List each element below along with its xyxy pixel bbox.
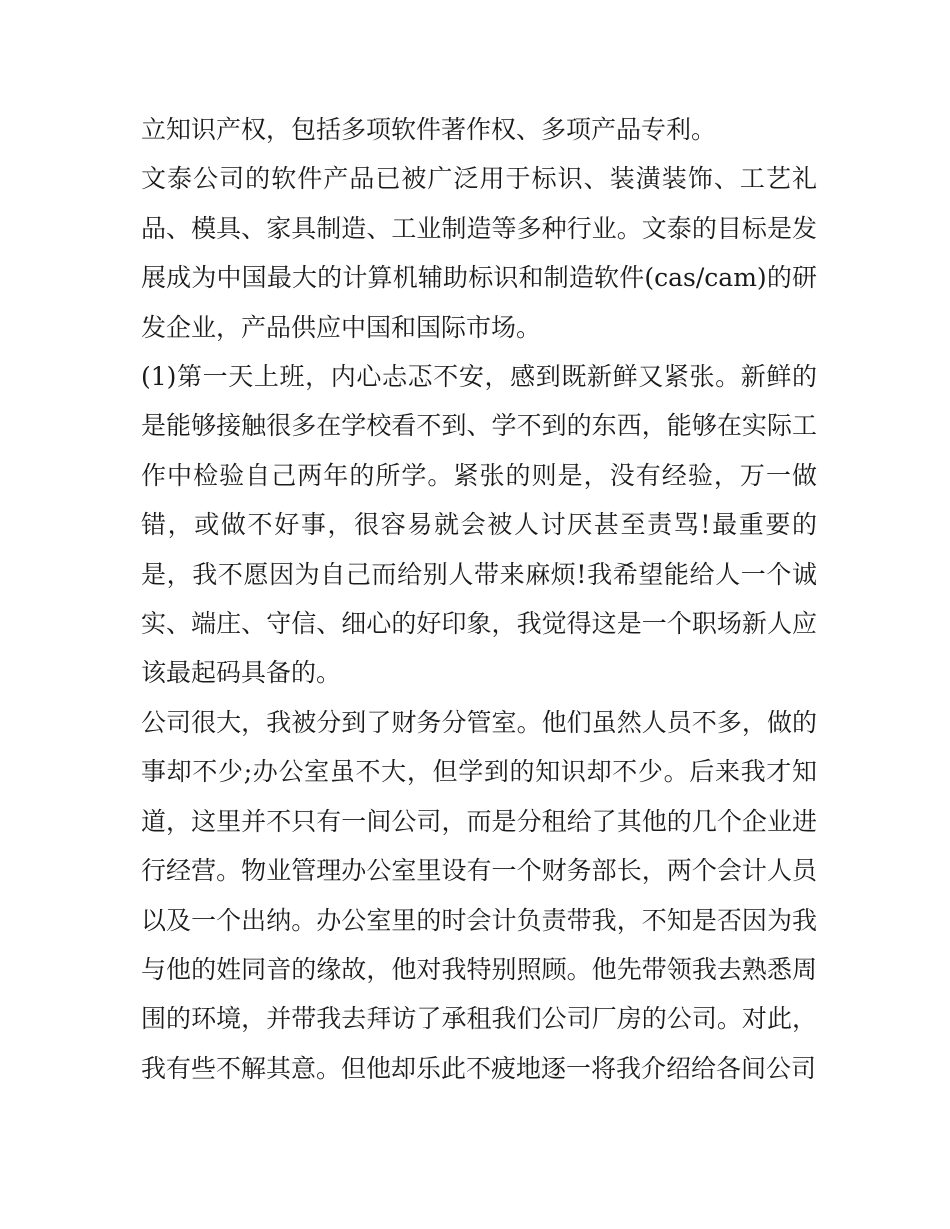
- paragraph-finance-office: 公司很大，我被分到了财务分管室。他们虽然人员不多，做的事却不少;办公室虽不大，但学到的知识却不少。后来我才知道，这里并不只有一间公司，而是分租给了其他的几个企业进行经营。物业管理办公室里设有一个财务部长，两个会计人员以及一个出纳。办公室里的时会计负责带我，不知是否因为我与他的姓同音的缘故，他对我特别照顾。他先带领我去熟悉周围的环境，并带我去拜访了承租我们公司厂房的公司。对此，我有些不解其意。但他却乐此不疲地逐一将我介绍给各间公司: [141, 707, 817, 1083]
- document-body: [141, 105, 817, 1093]
- paragraph-company-products: 文泰公司的软件产品已被广泛用于标识、装潢装饰、工艺礼品、模具、家具制造、工业制造等多种行业。文泰的目标是发展成为中国最大的计算机辅助标识和制造软件(cas/cam)的研发企业，产品供应中国和国际市场。: [141, 164, 817, 342]
- paragraph-first-day: (1)第一天上班，内心忐忑不安，感到既新鲜又紧张。新鲜的是能够接触很多在学校看不到、学不到的东西，能够在实际工作中检验自己两年的所学。紧张的则是，没有经验，万一做错，或做不好事，很容易就会被人讨厌甚至责骂!最重要的是，我不愿因为自己而给别人带来麻烦!我希望能给人一个诚实、端庄、守信、细心的好印象，我觉得这是一个职场新人应该最起码具备的。: [141, 362, 817, 688]
- paragraph-intellectual-property: 立知识产权，包括多项软件著作权、多项产品专利。: [141, 115, 717, 144]
